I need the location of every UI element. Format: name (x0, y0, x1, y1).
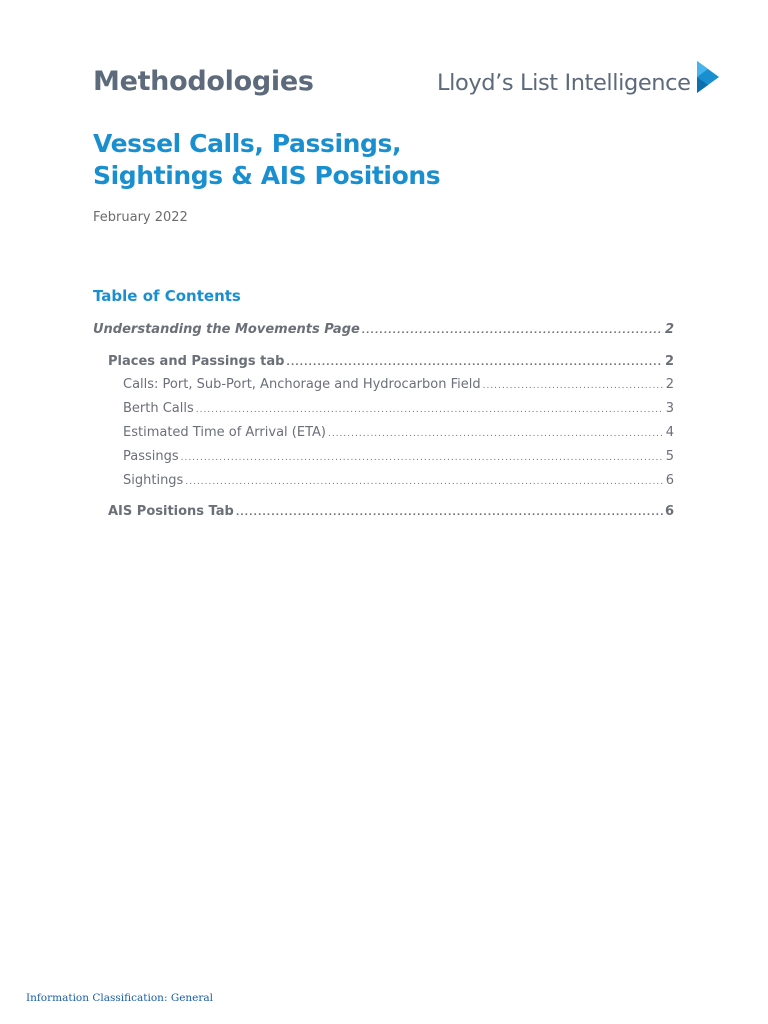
toc-leader-dots (286, 358, 663, 368)
toc-leader-dots (196, 405, 664, 415)
toc-entry-page: 4 (665, 425, 674, 440)
toc-entry-eta[interactable] (123, 425, 674, 440)
toc-entry-page: 3 (665, 401, 674, 416)
toc-heading: Table of Contents (93, 287, 241, 305)
page-header-title: Methodologies (93, 66, 314, 97)
toc-entry-sightings[interactable] (123, 473, 674, 488)
toc-entry-ais-positions-tab[interactable] (108, 504, 674, 519)
brand-logo (437, 60, 720, 98)
toc-entry-label: Passings (123, 449, 179, 464)
toc-leader-dots (236, 508, 663, 518)
toc-entry-calls[interactable] (123, 377, 674, 392)
brand-logo-text: Lloyd’s List Intelligence (437, 70, 691, 96)
toc-entry-understanding-movements[interactable] (93, 322, 674, 337)
toc-entry-label: AIS Positions Tab (108, 504, 234, 519)
toc-entry-passings[interactable] (123, 449, 674, 464)
toc-entry-page: 2 (665, 377, 674, 392)
toc-entry-label: Berth Calls (123, 401, 194, 416)
toc-leader-dots (185, 477, 663, 487)
toc-entry-page: 2 (664, 322, 674, 337)
toc-leader-dots (328, 429, 664, 439)
document-date: February 2022 (93, 210, 188, 225)
toc-entry-page: 6 (664, 504, 674, 519)
toc-entry-label: Understanding the Movements Page (93, 322, 360, 337)
toc-entry-page: 6 (665, 473, 674, 488)
toc-leader-dots (362, 326, 663, 336)
toc-entry-page: 2 (664, 354, 674, 369)
toc-entry-label: Places and Passings tab (108, 354, 285, 369)
toc-entry-page: 5 (665, 449, 674, 464)
toc-entry-places-passings-tab[interactable] (108, 354, 674, 369)
document-title-line-1: Vessel Calls, Passings, (93, 129, 402, 158)
document-title-line-2: Sightings & AIS Positions (93, 161, 441, 190)
toc-entry-label: Sightings (123, 473, 184, 488)
toc-entry-label: Estimated Time of Arrival (ETA) (123, 425, 326, 440)
document-title (93, 128, 440, 192)
toc-entry-label: Calls: Port, Sub-Port, Anchorage and Hydrocarbon Field (123, 377, 481, 392)
information-classification-footer: Information Classification: General (26, 992, 214, 1004)
play-chevron-icon (694, 60, 720, 98)
toc-leader-dots (483, 381, 664, 391)
toc-leader-dots (181, 453, 664, 463)
toc-entry-berth-calls[interactable] (123, 401, 674, 416)
